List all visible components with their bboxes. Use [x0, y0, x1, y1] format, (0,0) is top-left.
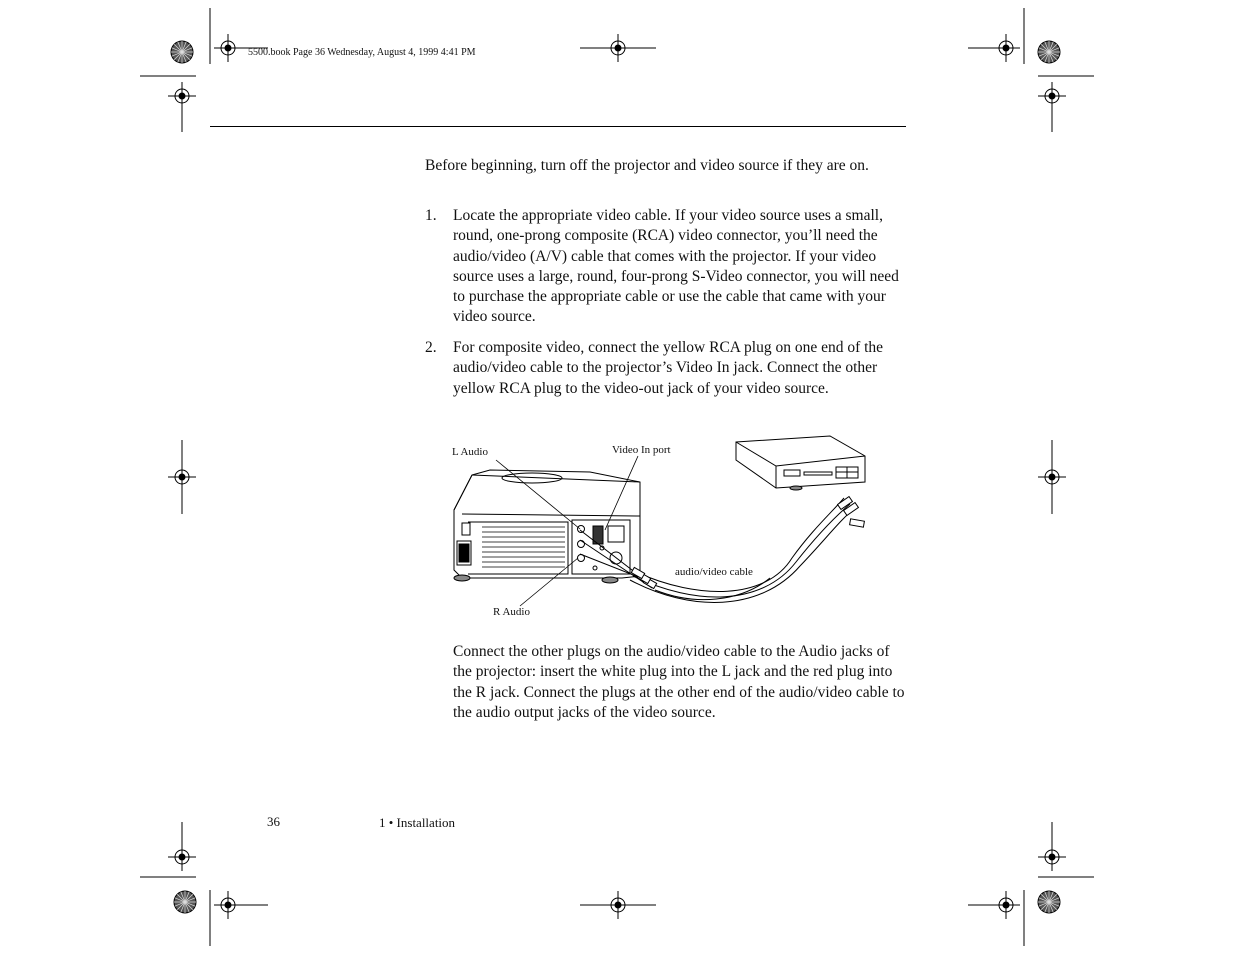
step-number: 2.: [425, 339, 437, 356]
step-text: Locate the appropriate video cable. If your video source uses a small, round, one-prong composite (RCA) video connector, you’ll need the audio/video (A/V) cable that comes with the projector. If your video source uses a large, round, four-prong S-Video connector, you will need to purchase the appropriate cable or use the cable that came with your video source.: [453, 207, 899, 326]
cable-label: audio/video cable: [675, 566, 753, 578]
followup-paragraph: Connect the other plugs on the audio/video cable to the Audio jacks of the projector: insert the white plug into the L jack and the red plug into the R jack. Connect the plugs at the other end of the audio/video cable to the audio output jacks of the video source.: [453, 643, 905, 721]
page-number: 36: [267, 814, 280, 829]
step-number: 1.: [425, 207, 437, 224]
running-footer: 1 • Installation: [379, 815, 456, 830]
intro-paragraph: Before beginning, turn off the projector and video source if they are on.: [425, 157, 869, 174]
step-text: For composite video, connect the yellow RCA plug on one end of the audio/video cable to the projector’s Video In jack. Connect the other yellow RCA plug to the video-out jack of your video source.: [453, 339, 884, 397]
step-item: [425, 206, 907, 328]
l-audio-label: L Audio: [452, 446, 488, 458]
r-audio-label: R Audio: [493, 606, 530, 618]
step-item: [425, 338, 907, 399]
header-rule: [210, 126, 906, 127]
connection-diagram: [440, 430, 900, 620]
header-slug: 5500.book Page 36 Wednesday, August 4, 1999 4:41 PM: [248, 47, 476, 58]
projector-illustration: [454, 470, 640, 583]
video-in-label: Video In port: [612, 444, 671, 456]
video-source-illustration: [736, 436, 865, 490]
